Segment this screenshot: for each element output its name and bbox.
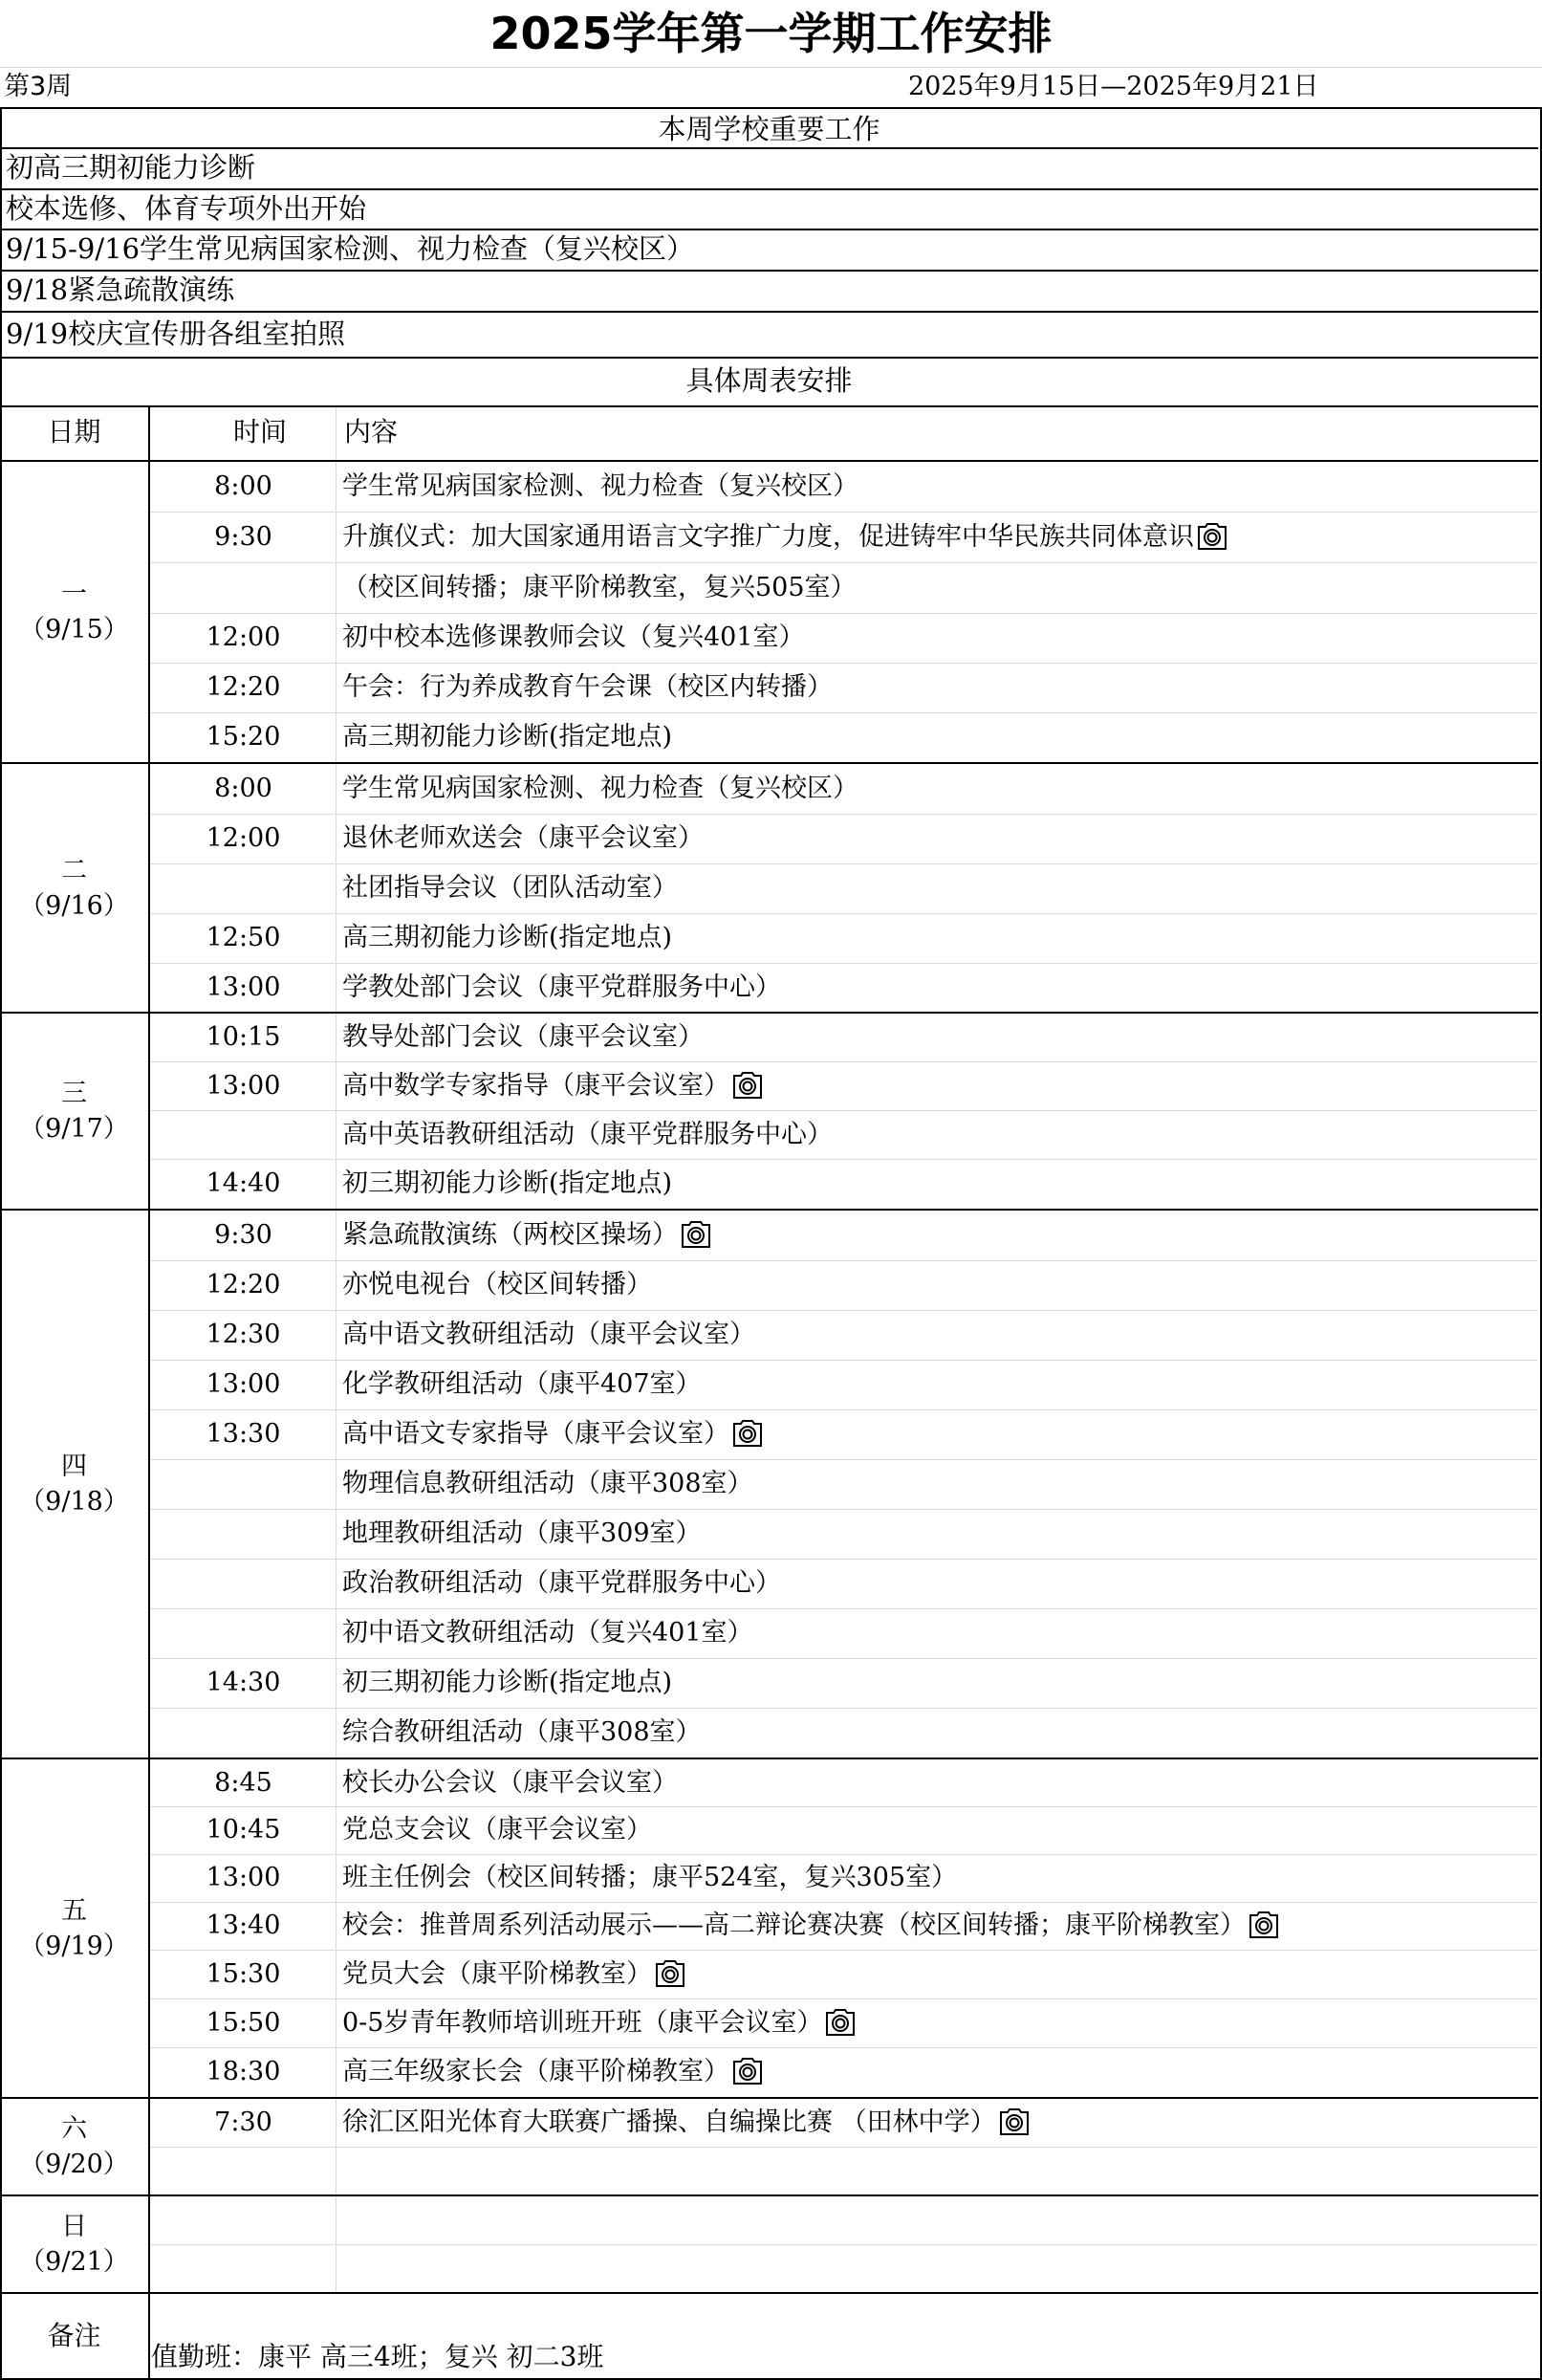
time-cell: 12:00 xyxy=(206,823,281,853)
day-cell xyxy=(0,2111,148,2182)
column-divider xyxy=(336,1211,337,1758)
camera-icon xyxy=(824,2007,857,2038)
day-date: （9/16） xyxy=(19,890,129,921)
content-cell xyxy=(342,1708,702,1758)
content-cell xyxy=(342,613,805,663)
content-text: 0-5岁青年教师培训班开班（康平会议室） xyxy=(342,2008,823,2038)
content-text: 高三期初能力诊断(指定地点) xyxy=(342,722,673,752)
column-divider xyxy=(336,407,337,460)
notes-label: 备注 xyxy=(47,2320,101,2351)
content-text: 地理教研组活动（康平309室） xyxy=(342,1518,702,1548)
content-text: 高三年级家长会（康平阶梯教室） xyxy=(342,2057,729,2086)
content-cell xyxy=(342,1409,764,1459)
weekday-label: 三 xyxy=(61,1079,87,1108)
important-heading: 本周学校重要工作 xyxy=(658,113,880,145)
content-text: （校区间转播；康平阶梯教室，复兴505室） xyxy=(342,573,857,602)
row-border xyxy=(0,270,1538,272)
section-border xyxy=(0,357,1538,359)
camera-icon xyxy=(1248,1910,1280,1940)
day-date: （9/15） xyxy=(19,615,129,644)
time-cell: 13:00 xyxy=(206,972,281,1002)
content-text: 初三期初能力诊断(指定地点) xyxy=(342,1668,673,1697)
content-cell xyxy=(342,1159,672,1209)
content-text: 初中校本选修课教师会议（复兴401室） xyxy=(342,622,805,652)
content-cell xyxy=(342,1211,712,1260)
row-border xyxy=(0,229,1538,230)
column-divider xyxy=(336,764,337,1012)
content-cell xyxy=(342,1559,781,1608)
content-text: 化学教研组活动（康平407室） xyxy=(342,1369,702,1399)
time-cell: 9:30 xyxy=(214,1220,272,1250)
content-text: 高中英语教研组活动（康平党群服务中心） xyxy=(342,1120,833,1149)
time-cell: 12:20 xyxy=(206,672,281,702)
content-cell xyxy=(342,1998,857,2047)
content-cell xyxy=(342,1360,702,1409)
time-cell: 8:00 xyxy=(214,774,272,803)
content-cell xyxy=(342,562,857,613)
weekday-label: 六 xyxy=(61,2114,87,2144)
column-divider xyxy=(148,2294,150,2378)
time-cell xyxy=(151,2196,336,2244)
content-cell xyxy=(342,1509,702,1559)
row-divider xyxy=(150,2244,1538,2245)
time-cell xyxy=(151,2244,336,2292)
column-divider xyxy=(148,2099,150,2194)
time-cell: 12:30 xyxy=(206,1320,281,1349)
content-text: 紧急疏散演练（两校区操场） xyxy=(342,1220,678,1250)
column-divider xyxy=(336,2099,337,2194)
content-text: 亦悦电视台（校区间转播） xyxy=(342,1270,652,1299)
content-text: 学教处部门会议（康平党群服务中心） xyxy=(342,972,781,1002)
time-cell xyxy=(151,1608,336,1658)
content-cell xyxy=(342,462,858,512)
day-date: （9/18） xyxy=(19,1487,129,1517)
content-cell xyxy=(342,863,678,913)
column-header-date: 日期 xyxy=(47,416,101,448)
content-cell xyxy=(342,1260,652,1310)
content-text: 物理信息教研组活动（康平308室） xyxy=(342,1469,753,1498)
column-divider xyxy=(148,1759,150,2097)
content-cell xyxy=(342,1310,755,1360)
camera-icon xyxy=(731,2056,764,2086)
notes-text: 值勤班：康平 高三4班；复兴 初二3班 xyxy=(151,2341,604,2372)
time-cell xyxy=(151,1559,336,1608)
content-text: 高中数学专家指导（康平会议室） xyxy=(342,1071,729,1101)
time-cell: 7:30 xyxy=(214,2107,272,2137)
content-text: 班主任例会（校区间转播；康平524室，复兴305室） xyxy=(342,1863,958,1892)
time-cell: 10:45 xyxy=(206,1815,281,1845)
content-text: 学生常见病国家检测、视力检查（复兴校区） xyxy=(342,774,858,803)
camera-icon xyxy=(731,1070,764,1101)
camera-icon xyxy=(680,1219,712,1250)
content-text: 校长办公会议（康平会议室） xyxy=(342,1768,678,1798)
content-text: 初中语文教研组活动（复兴401室） xyxy=(342,1618,753,1648)
section-border xyxy=(0,107,1538,109)
content-text: 校会：推普周系列活动展示——高二辩论赛决赛（校区间转播；康平阶梯教室） xyxy=(342,1911,1246,1940)
content-cell xyxy=(342,963,781,1012)
content-cell xyxy=(342,712,672,762)
content-text: 高中语文专家指导（康平会议室） xyxy=(342,1419,729,1449)
camera-icon xyxy=(654,1958,686,1989)
time-cell xyxy=(151,1708,336,1758)
day-date: （9/19） xyxy=(19,1931,129,1961)
content-text: 初三期初能力诊断(指定地点) xyxy=(342,1168,673,1198)
time-cell: 12:50 xyxy=(206,923,281,952)
day-cell xyxy=(0,1449,148,1519)
content-text: 党员大会（康平阶梯教室） xyxy=(342,1959,652,1989)
time-cell: 14:40 xyxy=(206,1168,281,1198)
content-text: 升旗仪式：加大国家通用语言文字推广力度，促进铸牢中华民族共同体意识 xyxy=(342,522,1194,552)
content-cell xyxy=(342,1806,652,1854)
content-cell xyxy=(342,1608,753,1658)
page-title: 2025学年第一学期工作安排 xyxy=(0,0,1542,68)
important-item: 9/18紧急疏散演练 xyxy=(6,273,235,306)
content-cell xyxy=(342,1014,704,1061)
column-divider xyxy=(148,1014,150,1209)
camera-icon xyxy=(1196,521,1228,552)
content-text: 退休老师欢送会（康平会议室） xyxy=(342,823,704,853)
time-cell: 15:50 xyxy=(206,2008,281,2038)
content-cell xyxy=(342,1061,764,1110)
content-text: 学生常见病国家检测、视力检查（复兴校区） xyxy=(342,471,858,501)
content-text: 党总支会议（康平会议室） xyxy=(342,1815,652,1845)
content-cell xyxy=(342,1658,672,1708)
content-cell xyxy=(342,1950,686,1998)
day-cell xyxy=(0,577,148,647)
time-cell: 15:20 xyxy=(206,722,281,752)
content-cell xyxy=(342,1854,957,1902)
time-cell: 18:30 xyxy=(206,2057,281,2086)
content-cell xyxy=(342,913,672,963)
content-text: 综合教研组活动（康平308室） xyxy=(342,1717,702,1747)
week-label: 第3周 xyxy=(4,72,73,101)
column-header-content: 内容 xyxy=(344,416,399,448)
column-header-time: 时间 xyxy=(232,416,287,448)
time-cell: 15:30 xyxy=(206,1959,281,1989)
content-text: 高中语文教研组活动（康平会议室） xyxy=(342,1320,755,1349)
date-range: 2025年9月15日—2025年9月21日 xyxy=(908,72,1319,101)
time-cell: 13:40 xyxy=(206,1911,281,1940)
column-divider xyxy=(336,1014,337,1209)
column-divider xyxy=(336,1759,337,2097)
day-cell xyxy=(0,1076,148,1146)
time-cell xyxy=(151,562,336,613)
time-cell xyxy=(151,1509,336,1559)
content-cell xyxy=(342,1902,1280,1950)
weekday-label: 四 xyxy=(61,1452,87,1481)
content-cell xyxy=(342,663,833,712)
column-divider xyxy=(336,2196,337,2292)
time-cell: 13:30 xyxy=(206,1419,281,1449)
column-divider xyxy=(148,1211,150,1758)
time-cell: 13:00 xyxy=(206,1369,281,1399)
day-date: （9/20） xyxy=(19,2150,129,2179)
content-cell xyxy=(342,2099,1031,2147)
time-cell: 8:00 xyxy=(214,471,272,501)
content-text: 高三期初能力诊断(指定地点) xyxy=(342,923,673,952)
day-date: （9/21） xyxy=(19,2247,129,2277)
day-border xyxy=(0,2292,1538,2294)
column-divider xyxy=(148,2196,150,2292)
time-cell: 13:00 xyxy=(206,1071,281,1101)
time-cell: 8:45 xyxy=(214,1768,272,1798)
column-divider xyxy=(148,407,150,460)
day-date: （9/17） xyxy=(19,1114,129,1144)
content-cell xyxy=(342,814,704,863)
time-cell: 9:30 xyxy=(214,522,272,552)
weekday-label: 二 xyxy=(61,855,87,885)
weekday-label: 一 xyxy=(61,579,87,609)
time-cell: 10:15 xyxy=(206,1022,281,1052)
content-cell xyxy=(342,2047,764,2097)
time-cell xyxy=(151,2147,336,2194)
time-cell: 12:20 xyxy=(206,1270,281,1299)
column-divider xyxy=(148,764,150,1012)
row-border xyxy=(0,188,1538,190)
time-cell xyxy=(151,1110,336,1159)
schedule-heading: 具体周表安排 xyxy=(685,364,853,397)
content-text: 教导处部门会议（康平会议室） xyxy=(342,1022,704,1052)
time-cell xyxy=(151,1459,336,1509)
day-cell xyxy=(0,2209,148,2280)
time-cell xyxy=(151,863,336,913)
camera-icon xyxy=(731,1418,764,1449)
content-text: 社团指导会议（团队活动室） xyxy=(342,873,678,903)
important-item: 9/19校庆宣传册各组室拍照 xyxy=(6,317,346,350)
content-text: 政治教研组活动（康平党群服务中心） xyxy=(342,1568,781,1598)
content-text: 徐汇区阳光体育大联赛广播操、自编操比赛 （田林中学） xyxy=(342,2107,996,2137)
weekday-label: 五 xyxy=(61,1895,87,1926)
content-cell xyxy=(342,1759,678,1806)
content-cell xyxy=(342,512,1228,562)
column-divider xyxy=(336,462,337,762)
day-cell xyxy=(0,1893,148,1964)
time-cell: 14:30 xyxy=(206,1668,281,1697)
content-text: 午会：行为养成教育午会课（校区内转播） xyxy=(342,672,833,702)
important-item: 9/15-9/16学生常见病国家检测、视力检查（复兴校区） xyxy=(6,232,695,265)
important-item: 校本选修、体育专项外出开始 xyxy=(6,192,367,225)
content-cell xyxy=(342,764,858,814)
day-cell xyxy=(0,853,148,924)
row-border xyxy=(0,311,1538,313)
column-divider xyxy=(148,462,150,762)
time-cell: 12:00 xyxy=(206,622,281,652)
weekday-label: 日 xyxy=(61,2212,87,2241)
important-item: 初高三期初能力诊断 xyxy=(6,151,256,184)
content-cell xyxy=(342,1459,753,1509)
time-cell: 13:00 xyxy=(206,1863,281,1892)
camera-icon xyxy=(998,2107,1031,2137)
content-cell xyxy=(342,1110,833,1159)
row-divider xyxy=(150,2147,1538,2148)
